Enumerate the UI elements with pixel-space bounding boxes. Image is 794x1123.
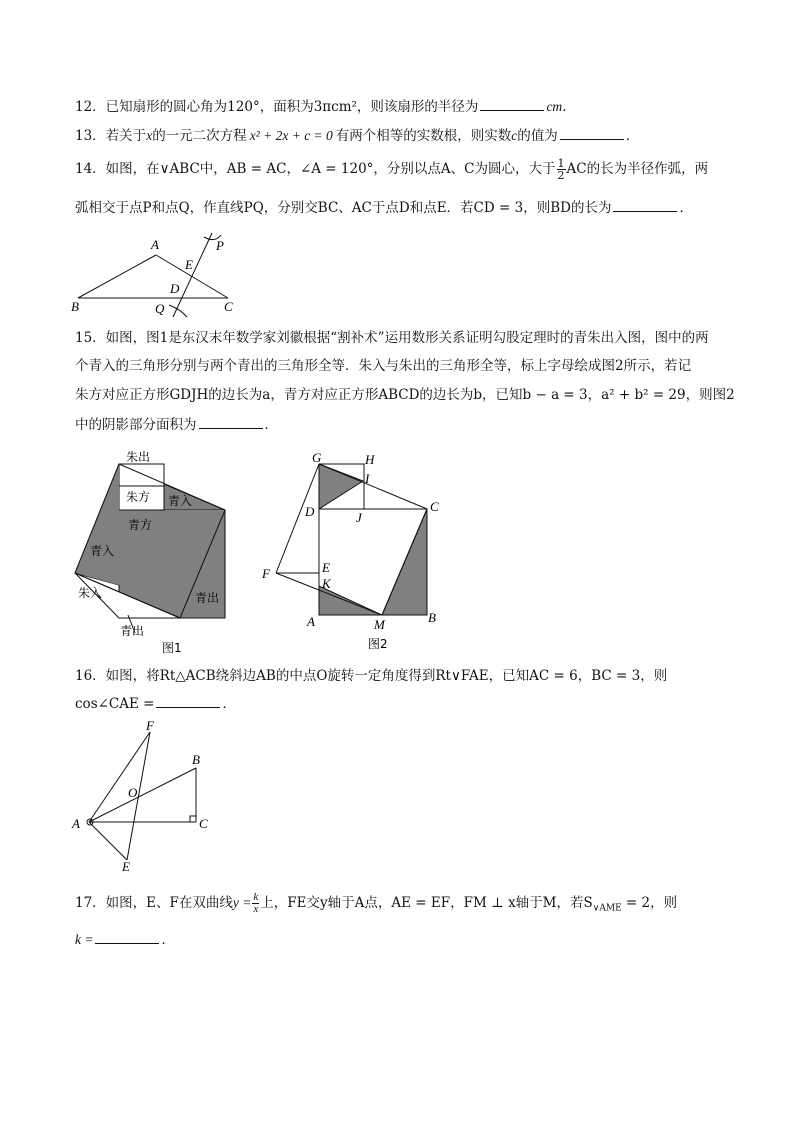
question-17-line-1 xyxy=(75,892,677,919)
q15-f1-label-qingfang: 青方 xyxy=(128,518,153,532)
q17-y-eq: y = xyxy=(232,895,252,910)
q15-text-1: 15．如图，图1是东汉末年数学家刘徽根据“割补术”运用数形关系证明勾股定理时的青朱出入图，图中的两 xyxy=(75,330,709,346)
q14-line-pq xyxy=(173,233,212,317)
q14-label-d: D xyxy=(170,281,180,296)
q14-label-e: E xyxy=(185,257,193,272)
q14-end: ． xyxy=(679,200,693,216)
q14-frac-den: 2 xyxy=(557,169,565,182)
question-16-line-2 xyxy=(75,693,236,714)
q15-f1-fill xyxy=(75,464,119,585)
q16-label-o: O xyxy=(128,785,138,800)
q13-var-c: c xyxy=(511,128,518,143)
q16-right-angle-c xyxy=(190,816,196,822)
question-15-line-1 xyxy=(75,328,709,348)
q15-text-2: 个青入的三角形分别与两个青出的三角形全等．朱入与朱出的三角形全等，标上字母绘成图2所示，若记 xyxy=(75,358,692,374)
q16-figure xyxy=(68,718,218,873)
q15-text-4: 中的阴影部分面积为 xyxy=(75,417,197,433)
q13-text-2: 的一元二次方程 xyxy=(152,128,247,144)
q16-text-2: cos∠CAE = xyxy=(75,696,155,712)
question-15-line-4 xyxy=(75,414,278,435)
q14-fraction xyxy=(557,158,566,181)
q17-answer-blank[interactable] xyxy=(95,929,159,944)
q15-f2-label-h: H xyxy=(365,452,375,467)
q13-answer-blank[interactable] xyxy=(560,125,624,140)
q16-end: ． xyxy=(222,696,236,712)
q15-end: ． xyxy=(264,417,278,433)
q14-text-2: AC的长为半径作弧，两 xyxy=(566,161,709,177)
q15-f1-label-qingru-top: 青入 xyxy=(168,494,193,508)
q15-f1-label-zhufang: 朱方 xyxy=(126,490,151,504)
q15-f1-label-qingru-left: 青入 xyxy=(90,544,115,558)
q15-f1-caption: 图1 xyxy=(162,641,182,655)
q17-text-3: = 2，则 xyxy=(621,895,678,911)
q13-equation: x² + 2x + c = 0 xyxy=(249,128,333,143)
q15-f2-label-f: F xyxy=(262,566,270,581)
q15-figure-2 xyxy=(260,450,450,655)
q14-label-b: B xyxy=(71,299,79,314)
q15-f2-label-k: K xyxy=(322,576,331,591)
q15-f1-label-qingchu-bottom: 青出 xyxy=(120,624,145,638)
q17-fraction xyxy=(252,892,259,915)
q14-text-3: 弧相交于点P和点Q，作直线PQ，分别交BC、AC于点D和点E．若CD = 3，则BD的长为 xyxy=(75,200,612,216)
q17-frac-den: x xyxy=(253,903,259,915)
question-14-line-1 xyxy=(75,158,708,181)
q17-text-2: 上，FE交y轴于A点，AE = EF，FM ⊥ x轴于M，若S xyxy=(260,895,593,911)
q16-label-f: F xyxy=(146,718,154,733)
q16-text-1: 16．如图，将Rt△ACB绕斜边AB的中点O旋转一定角度得到Rt∨FAE，已知AC = 6，BC = 3，则 xyxy=(75,668,668,684)
q15-f2-shade-top xyxy=(319,464,363,509)
question-15-line-3 xyxy=(75,385,735,405)
q16-label-e: E xyxy=(122,859,130,874)
q15-text-3: 朱方对应正方形GDJH的边长为a，青方对应正方形ABCD的边长为b，已知b − a = 3，a² + b² = 29，则图2 xyxy=(75,387,735,403)
q15-f1-label-zhuchu: 朱出 xyxy=(126,450,151,464)
question-16-line-1 xyxy=(75,666,667,686)
q17-frac-num: k xyxy=(253,891,259,903)
q16-segment-af xyxy=(89,732,150,822)
q15-f2-label-i: I xyxy=(365,471,370,486)
q15-f2-label-c: C xyxy=(430,499,439,514)
q12-answer-blank[interactable] xyxy=(480,96,544,111)
question-14-line-2 xyxy=(75,197,693,218)
q13-text-1: 13．若关于 xyxy=(75,128,147,144)
q15-f2-label-m: M xyxy=(374,617,385,632)
q15-figure-1 xyxy=(70,445,240,655)
question-17-line-2 xyxy=(75,929,175,950)
q15-answer-blank[interactable] xyxy=(199,414,263,429)
q15-f2-label-e: E xyxy=(322,560,330,575)
q16-label-a: A xyxy=(72,816,80,831)
q16-segment-ae xyxy=(89,822,127,860)
q17-subscript: ∨AME xyxy=(592,903,622,914)
q13-text-4: 的值为 xyxy=(517,128,558,144)
q16-label-b: B xyxy=(192,752,200,767)
q12-text: 12．已知扇形的圆心角为120°，面积为3πcm²，则该扇形的半径为 xyxy=(75,99,479,115)
q15-f2-label-j: J xyxy=(356,510,362,525)
q15-f1-label-zhuru: 朱入 xyxy=(78,586,103,600)
q15-f2-label-g: G xyxy=(312,450,322,465)
q14-segment-ab xyxy=(78,255,156,298)
q17-k-eq: k = xyxy=(75,932,94,947)
q14-text-1: 14．如图，在∨ABC中，AB = AC，∠A = 120°，分别以点A、C为圆心，大于 xyxy=(75,161,556,177)
q14-answer-blank[interactable] xyxy=(613,197,677,212)
q15-f2-label-a: A xyxy=(307,614,315,629)
q15-f1-label-qingchu-right: 青出 xyxy=(195,591,220,605)
q12-end: ． xyxy=(562,99,576,115)
q13-var-x: x xyxy=(146,128,153,143)
q13-text-3: 有两个相等的实数根，则实数 xyxy=(335,128,512,144)
q15-f2-caption: 图2 xyxy=(368,637,388,651)
q13-end: ． xyxy=(625,128,640,144)
q14-frac-num: 1 xyxy=(557,157,565,170)
q16-label-c: C xyxy=(199,816,208,831)
question-12 xyxy=(75,96,576,117)
q14-label-p: P xyxy=(216,238,224,253)
q14-figure xyxy=(65,225,245,320)
q17-end: ． xyxy=(161,932,175,948)
q14-label-c: C xyxy=(224,299,233,314)
q17-text-1: 17．如图，E、F在双曲线 xyxy=(75,895,233,911)
q14-label-a: A xyxy=(151,237,159,252)
q15-f2-label-b: B xyxy=(428,610,436,625)
q12-unit: cm xyxy=(546,99,563,114)
q14-label-q: Q xyxy=(155,301,165,316)
q16-answer-blank[interactable] xyxy=(156,693,220,708)
question-15-line-2 xyxy=(75,356,691,376)
question-13 xyxy=(75,125,639,146)
q15-f2-label-d: D xyxy=(305,504,315,519)
